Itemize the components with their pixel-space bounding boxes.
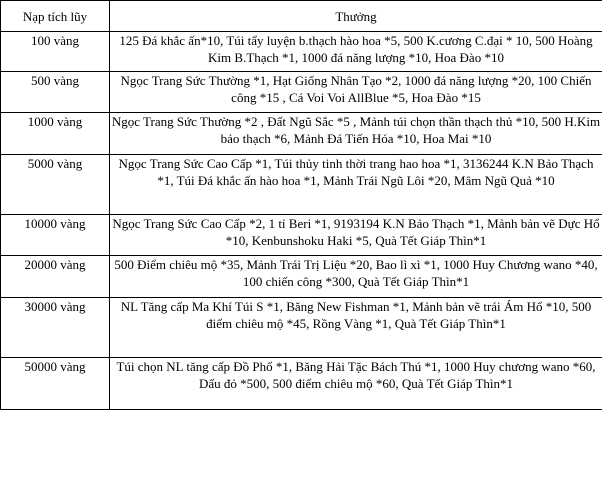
amount-cell: 20000 vàng xyxy=(1,256,110,298)
table-row xyxy=(1,215,602,256)
header-amount: Nạp tích lũy xyxy=(1,1,110,32)
reward-cell: Ngọc Trang Sức Thường *2 , Đất Ngũ Sắc *5 , Mảnh túi chọn thần thạch thủ *10, 500 H.Kim bảo thạch *6, Mảnh Đá Tiến Hóa *10, Hoa Mai *10 xyxy=(110,113,602,155)
reward-cell: Túi chọn NL tăng cấp Đồ Phổ *1, Băng Hải Tặc Bách Thú *1, 1000 Huy chương wano *60, Dấu đỏ *500, 500 điểm chiêu mộ *60, Quà Tết Giáp Thìn*1 xyxy=(110,358,602,410)
table-row xyxy=(1,32,602,72)
amount-cell: 100 vàng xyxy=(1,32,110,72)
amount-cell: 1000 vàng xyxy=(1,113,110,155)
table-row xyxy=(1,155,602,215)
reward-cell: 500 Điểm chiêu mộ *35, Mảnh Trái Trị Liệu *20, Bao lì xì *1, 1000 Huy Chương wano *40, 100 chiến công *300, Quà Tết Giáp Thìn*1 xyxy=(110,256,602,298)
reward-cell: 125 Đá khắc ấn*10, Túi tẩy luyện b.thạch hào hoa *5, 500 K.cương C.đại * 10, 500 Hoàng Kim B.Thạch *1, 1000 đá năng lượng *10, Hoa Đào *10 xyxy=(110,32,602,72)
header-row xyxy=(1,1,602,32)
reward-cell: Ngọc Trang Sức Thường *1, Hạt Giống Nhân Tạo *2, 1000 đá năng lượng *20, 100 Chiến công *15 , Cá Voi Voi AllBlue *5, Hoa Đào *15 xyxy=(110,72,602,113)
amount-cell: 50000 vàng xyxy=(1,358,110,410)
amount-cell: 5000 vàng xyxy=(1,155,110,215)
table-row xyxy=(1,113,602,155)
table-row xyxy=(1,256,602,298)
header-reward: Thưởng xyxy=(110,1,602,32)
reward-cell: NL Tăng cấp Ma Khí Túi S *1, Băng New Fishman *1, Mảnh bản vẽ trái Ám Hổ *10, 500 điểm chiêu mộ *45, Rồng Vàng *1, Quà Tết Giáp Thìn*1 xyxy=(110,298,602,358)
table-row xyxy=(1,358,602,410)
amount-cell: 10000 vàng xyxy=(1,215,110,256)
table-row xyxy=(1,298,602,358)
amount-cell: 500 vàng xyxy=(1,72,110,113)
reward-cell: Ngọc Trang Sức Cao Cấp *1, Túi thủy tinh thời trang hao hoa *1, 3136244 K.N Bảo Thạch *1, Túi Đá khắc ấn hào hoa *1, Mảnh Trái Ngũ Lôi *20, Mâm Ngũ Quả *10 xyxy=(110,155,602,215)
amount-cell: 30000 vàng xyxy=(1,298,110,358)
table-row xyxy=(1,72,602,113)
reward-cell: Ngọc Trang Sức Cao Cấp *2, 1 tỉ Beri *1, 9193194 K.N Bảo Thạch *1, Mảnh bản vẽ Dực Hổ *10, Kenbunshoku Haki *5, Quà Tết Giáp Thìn*1 xyxy=(110,215,602,256)
